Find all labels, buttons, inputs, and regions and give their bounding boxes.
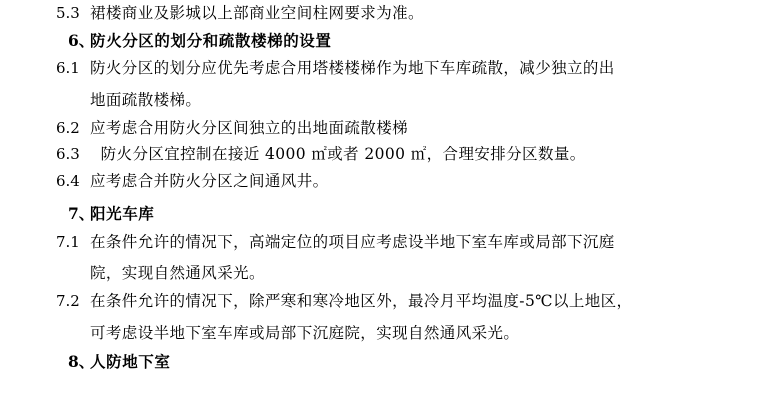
heading-7 — [56, 206, 716, 222]
paragraph-7-1-continuation: 院，实现自然通风采光。 — [90, 264, 265, 282]
paragraph-6-1 — [56, 61, 716, 77]
paragraph-6-1-continuation: 地面疏散楼梯。 — [90, 90, 202, 109]
paragraph-number: 7.1 — [56, 232, 80, 251]
paragraph-text: 裙楼商业及影城以上部商业空间柱网要求为准。 — [90, 4, 424, 22]
paragraph-text: 应考虑合并防火分区之间通风井。 — [90, 171, 329, 190]
paragraph-text: 在条件允许的情况下，高端定位的项目应考虑设半地下室车库或局部下沉庭 — [90, 232, 615, 251]
paragraph-number: 6.4 — [56, 171, 80, 190]
paragraph-text: 防火分区的划分应优先考虑合用塔楼楼梯作为地下车库疏散，减少独立的出 — [90, 59, 615, 77]
paragraph-number: 7.2 — [56, 292, 80, 310]
paragraph-5-3 — [56, 0, 716, 22]
paragraph-6-3 — [56, 147, 716, 163]
paragraph-6-2 — [56, 118, 716, 137]
heading-number: 8、 — [68, 351, 95, 371]
paragraph-text: 防火分区宜控制在接近 4000 ㎡或者 2000 ㎡，合理安排分区数量。 — [90, 145, 586, 163]
heading-text: 人防地下室 — [90, 351, 171, 371]
paragraph-number: 5.3 — [56, 4, 80, 22]
paragraph-7-1 — [56, 232, 716, 251]
heading-text: 防火分区的划分和疏散楼梯的设置 — [90, 30, 332, 50]
paragraph-text: 在条件允许的情况下，除严寒和寒冷地区外，最冷月平均温度-5℃以上地区， — [90, 292, 633, 310]
heading-8 — [56, 351, 716, 371]
paragraph-number: 6.1 — [56, 59, 80, 77]
paragraph-7-2-continuation: 可考虑设半地下室车库或局部下沉庭院，实现自然通风采光。 — [90, 323, 520, 342]
heading-number: 7、 — [68, 204, 95, 223]
paragraph-7-2 — [56, 294, 716, 310]
paragraph-number: 6.2 — [56, 118, 80, 137]
paragraph-text: 应考虑合用防火分区间独立的出地面疏散楼梯 — [90, 118, 409, 137]
heading-number: 6、 — [68, 30, 95, 50]
heading-6 — [56, 30, 716, 50]
paragraph-6-4 — [56, 171, 716, 190]
heading-text: 阳光车库 — [90, 204, 155, 223]
paragraph-number: 6.3 — [56, 145, 80, 163]
